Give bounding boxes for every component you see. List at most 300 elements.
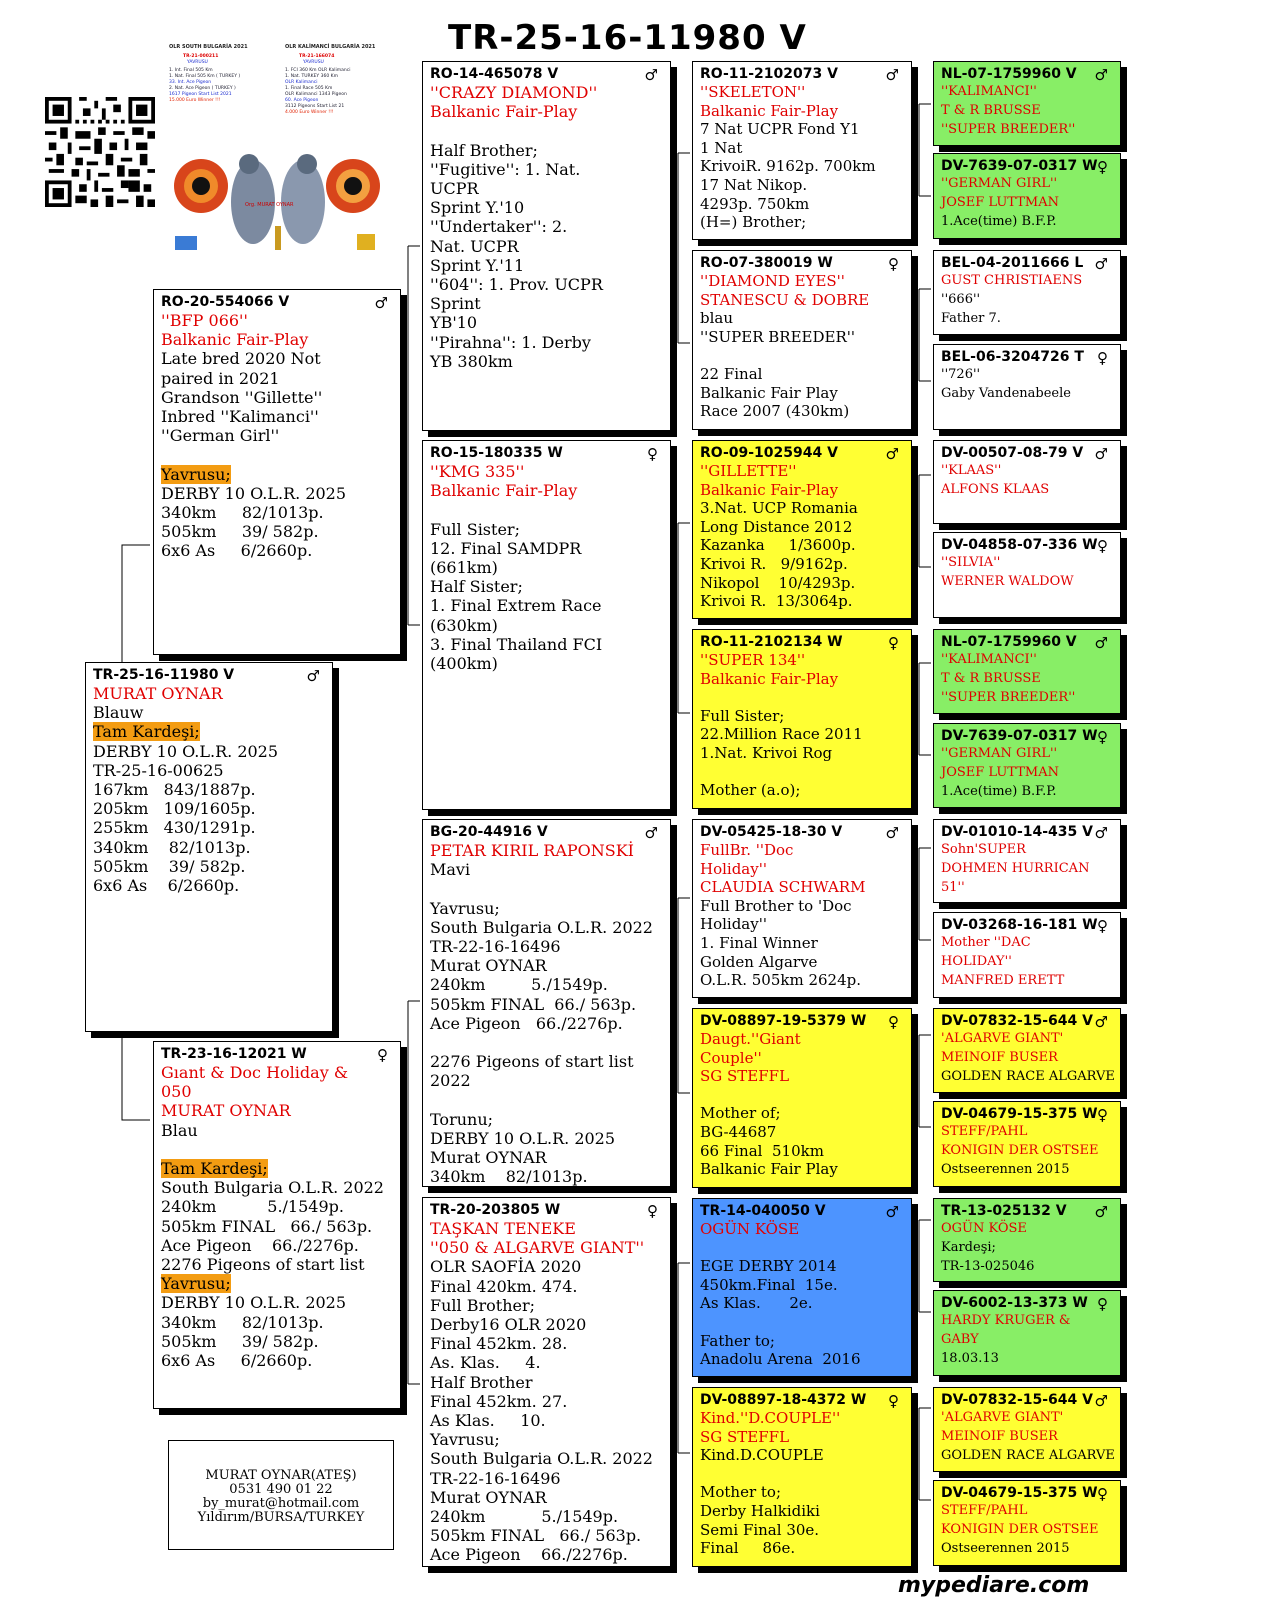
card-line: ''SKELETON'' — [700, 83, 806, 101]
card-line: Gıant & Doc Holiday & — [161, 1063, 349, 1082]
card-line: CLAUDIA SCHWARM — [700, 878, 866, 897]
ring-number: TR-25-16-11980 V — [93, 667, 235, 683]
male-symbol-icon: ♂ — [885, 66, 899, 84]
g4-card-10 — [933, 912, 1121, 998]
promo-left-line: 2. Nat. Ace Pigeon ( TURKEY ) — [169, 86, 236, 91]
card-line: Final 452km. 27. — [430, 1391, 568, 1411]
card-line: Nat. UCPR — [430, 236, 519, 256]
card-line: TR-22-16-16496 — [430, 1468, 561, 1488]
contact-name: MURAT OYNAR(ATEŞ) — [205, 1468, 357, 1483]
g4-card-3 — [933, 250, 1121, 335]
card-line: ''GERMAN GIRL'' — [941, 176, 1058, 191]
card-line: Murat OYNAR — [430, 956, 547, 976]
card-line — [93, 722, 325, 741]
male-symbol-icon: ♂ — [374, 294, 388, 312]
promo-right-line: OLR Kalimanci 1343 Pigeon — [285, 92, 347, 97]
card-line: Sprint Y.'10 — [430, 198, 525, 218]
card-line — [430, 1091, 663, 1110]
promo-right-line: 1. Nat. TURKEY 360 Km — [285, 74, 338, 79]
card-line: ''SUPER BREEDER'' — [700, 327, 856, 346]
card-line: Ostseerennen 2015 — [941, 1540, 1070, 1556]
card-line: ''Undertaker'': 2. — [430, 217, 568, 237]
card-line: Full Sister; — [700, 706, 785, 725]
card-line: 1.Nat. Krivoi Rog — [700, 743, 833, 762]
card-line: Long Distance 2012 — [700, 517, 853, 536]
card-line — [700, 763, 904, 782]
card-line — [161, 1274, 393, 1293]
card-line — [161, 445, 393, 464]
card-line: ''DIAMOND EYES'' — [700, 272, 845, 290]
ring-number: DV-04679-15-375 W — [941, 1485, 1098, 1501]
promo-right-line: 1. FCI 360 Km OLR Kalimanci — [285, 68, 351, 73]
card-line — [700, 1465, 904, 1484]
contact-email: by_murat@hotmail.com — [202, 1496, 360, 1511]
card-line: 505km 39/ 582p. — [161, 1331, 319, 1351]
g4-card-2 — [933, 153, 1121, 239]
card-line: T & R BRUSSE — [941, 102, 1041, 118]
card-line: ''604'': 1. Prov. UCPR — [430, 275, 603, 295]
card-line: STEFF/PAHL — [941, 1503, 1028, 1518]
card-line: Holiday'' — [700, 859, 767, 878]
card-line: MURAT OYNAR — [93, 684, 223, 703]
card-line: Full Brother to 'Doc — [700, 896, 852, 915]
g4-card-5 — [933, 440, 1121, 524]
card-line: MEINOIF BUSER — [941, 1428, 1058, 1444]
promo-right-header: OLR KALİMANCİ BULGARİA 2021 — [285, 44, 376, 50]
card-line: WERNER WALDOW — [941, 573, 1074, 589]
card-line: South Bulgaria O.L.R. 2022 — [430, 917, 653, 937]
card-line: Final 420km. 474. — [430, 1276, 578, 1296]
sdd-card — [692, 629, 912, 809]
card-line: 66 Final 510km — [700, 1141, 824, 1160]
card-line: ''726'' — [941, 367, 981, 382]
ring-number: DV-07832-15-644 V — [941, 1392, 1093, 1408]
card-line: STEFF/PAHL — [941, 1124, 1028, 1139]
card-line: Murat OYNAR — [430, 1148, 547, 1168]
card-line — [700, 1239, 904, 1258]
card-line: 1.Ace(time) B.F.P. — [941, 783, 1057, 799]
card-line: OGÜN KÖSE — [700, 1220, 800, 1238]
card-line: 2276 Pigeons of start list — [430, 1052, 634, 1072]
card-line: Kind.D.COUPLE — [700, 1446, 824, 1465]
promo-left-tag: YAVRUSU — [187, 60, 208, 65]
card-line: GUST CHRISTIAENS — [941, 273, 1083, 288]
ring-number: BEL-06-3204726 T — [941, 349, 1084, 365]
g4-card-8 — [933, 723, 1121, 808]
card-line: Golden Algarve — [700, 952, 818, 971]
card-line: Blau — [161, 1120, 198, 1140]
female-symbol-icon: ♀ — [888, 1013, 899, 1031]
male-symbol-icon: ♂ — [1094, 634, 1108, 652]
card-line: Daugt.''Giant — [700, 1030, 801, 1048]
male-symbol-icon: ♂ — [306, 667, 320, 685]
g4-card-15 — [933, 1387, 1121, 1472]
promo-right-line: 3112 Pigeons Start List 21 — [285, 104, 345, 109]
male-symbol-icon: ♂ — [1094, 1392, 1108, 1410]
ring-number: TR-23-16-12021 W — [161, 1046, 307, 1062]
male-symbol-icon: ♂ — [644, 66, 658, 84]
card-line: FullBr. ''Doc — [700, 841, 794, 859]
card-line: ''Fugitive'': 1. Nat. — [430, 159, 581, 179]
card-line: PETAR KIRIL RAPONSKİ — [430, 841, 634, 860]
ring-number: DV-7639-07-0317 W — [941, 158, 1098, 174]
card-line: 2022 — [430, 1071, 471, 1091]
card-line: (H=) Brother; — [700, 213, 807, 232]
card-line: Yavrusu; — [430, 898, 500, 918]
card-line: GOLDEN RACE ALGARVE — [941, 1447, 1115, 1463]
card-line: SG STEFFL — [700, 1427, 790, 1446]
card-line: TR-22-16-16496 — [430, 937, 561, 957]
male-symbol-icon: ♂ — [1094, 66, 1108, 84]
g4-card-9 — [933, 819, 1121, 903]
card-line: KrivoiR. 9162p. 700km — [700, 157, 876, 176]
card-line: O.L.R. 505km 2624p. — [700, 971, 862, 990]
card-line — [700, 1086, 904, 1105]
dsd-card — [692, 1008, 912, 1188]
card-line: BG-44687 — [700, 1122, 777, 1141]
card-line: 51'' — [941, 879, 965, 895]
male-symbol-icon: ♂ — [644, 824, 658, 842]
card-line: 505km FINAL 66./ 563p. — [161, 1216, 373, 1236]
card-line: ''BFP 066'' — [161, 311, 248, 330]
card-line: MURAT OYNAR — [161, 1101, 291, 1121]
female-symbol-icon: ♀ — [1097, 728, 1108, 746]
promo-right-tag: YAVRUSU — [303, 60, 324, 65]
card-line: 505km FINAL 66./ 563p. — [430, 1526, 642, 1546]
contact-phone: 0531 490 01 22 — [229, 1482, 333, 1497]
promo-signature: Org. MURAT OYNAR — [245, 202, 294, 208]
card-line: Anadolu Arena 2016 — [700, 1350, 861, 1369]
card-line: Torunu; — [430, 1109, 494, 1129]
card-line: Blauw — [93, 703, 144, 723]
card-line: Full Sister; — [430, 519, 520, 539]
card-line: YB'10 — [430, 313, 478, 333]
card-line: 505km 39/ 582p. — [161, 522, 319, 542]
ring-number: RO-09-1025944 V — [700, 445, 838, 461]
subject-pigeon-card — [85, 662, 333, 1032]
female-symbol-icon: ♀ — [647, 1202, 658, 1220]
card-line: Balkanic Fair Play — [700, 1160, 838, 1179]
card-line: 450km.Final 15e. — [700, 1275, 838, 1294]
card-line: Balkanic Fair-Play — [430, 481, 578, 501]
card-line: Balkanic Fair-Play — [161, 330, 309, 350]
sss-card — [692, 61, 912, 240]
card-line: ''050 & ALGARVE GIANT'' — [430, 1238, 645, 1258]
female-symbol-icon: ♀ — [377, 1046, 388, 1064]
male-symbol-icon: ♂ — [1094, 255, 1108, 273]
card-line: OGÜN KÖSE — [941, 1221, 1027, 1236]
contact-info — [168, 1440, 394, 1550]
card-line: 17 Nat Nikop. — [700, 175, 808, 194]
card-line: As Klas. 10. — [430, 1411, 546, 1431]
card-line: (630km) — [430, 615, 498, 635]
card-line: 'ALGARVE GIANT' — [941, 1410, 1064, 1425]
highlight-label: Tam Kardeşi; — [161, 1159, 268, 1179]
female-symbol-icon: ♀ — [1097, 917, 1108, 935]
dss-card — [692, 819, 912, 998]
card-line: Balkanic Fair-Play — [700, 480, 839, 499]
card-line: 3.Nat. UCP Romania — [700, 499, 858, 518]
card-line: JOSEF LUTTMAN — [941, 194, 1059, 210]
dds-card — [692, 1198, 912, 1377]
card-line: GABY — [941, 1331, 979, 1347]
card-line: Final 452km. 28. — [430, 1334, 568, 1354]
female-symbol-icon: ♀ — [647, 445, 658, 463]
card-line: DOHMEN HURRICAN — [941, 860, 1090, 876]
card-line: Full Brother; — [430, 1295, 536, 1315]
g4-card-16 — [933, 1480, 1121, 1566]
card-line: UCPR — [430, 179, 479, 199]
card-line: Kardeşi; — [941, 1239, 996, 1255]
dam-dam-card — [422, 1197, 671, 1567]
card-line: 1.Ace(time) B.F.P. — [941, 213, 1057, 229]
sds-card — [692, 440, 912, 619]
female-symbol-icon: ♀ — [1097, 1485, 1108, 1503]
highlight-label: Yavrusu; — [161, 464, 231, 484]
card-line: blau — [700, 309, 734, 328]
card-line: 240km 5./1549p. — [161, 1197, 344, 1217]
card-line: Half Brother — [430, 1372, 533, 1392]
card-line: As Klas. 2e. — [700, 1294, 813, 1313]
card-line: 1. Final Winner — [700, 933, 818, 952]
g4-card-13 — [933, 1198, 1121, 1282]
card-line: SG STEFFL — [700, 1067, 790, 1086]
ring-number: NL-07-1759960 V — [941, 634, 1077, 650]
card-line: (661km) — [430, 558, 498, 578]
card-line: Murat OYNAR — [430, 1487, 547, 1507]
card-line: DERBY 10 O.L.R. 2025 — [161, 483, 347, 503]
card-line: As. Klas. 4. — [430, 1353, 541, 1373]
male-symbol-icon: ♂ — [1094, 1013, 1108, 1031]
ring-number: DV-08897-18-4372 W — [700, 1392, 867, 1408]
card-line: Ace Pigeon 66./2276p. — [430, 1013, 623, 1033]
card-line: 7 Nat UCPR Fond Y1 — [700, 120, 860, 139]
card-line: South Bulgaria O.L.R. 2022 — [430, 1449, 653, 1469]
card-line: STANESCU & DOBRE — [700, 290, 870, 309]
promo-right-line: 1. Final Race 505 Km — [285, 86, 333, 91]
female-symbol-icon: ♀ — [1097, 1106, 1108, 1124]
card-line: ''KLAAS'' — [941, 463, 1002, 478]
card-line: 2276 Pigeons of start list — [161, 1255, 365, 1275]
ring-number: NL-07-1759960 V — [941, 66, 1077, 82]
ring-number: BG-20-44916 V — [430, 824, 548, 840]
female-symbol-icon: ♀ — [1097, 1295, 1108, 1313]
card-line: ''CRAZY DIAMOND'' — [430, 83, 598, 102]
card-line: ''SUPER BREEDER'' — [941, 121, 1076, 137]
highlight-label: Tam Kardeşi; — [93, 722, 200, 742]
card-line: KONIGIN DER OSTSEE — [941, 1521, 1099, 1537]
card-line: Ostseerennen 2015 — [941, 1161, 1070, 1177]
g4-card-11 — [933, 1008, 1121, 1093]
card-line: 3. Final Thailand FCI — [430, 634, 603, 654]
card-line: Half Brother; — [430, 140, 538, 160]
card-line: Late bred 2020 Not — [161, 349, 321, 369]
card-line: Sprint — [430, 294, 481, 314]
ring-number: DV-01010-14-435 V — [941, 824, 1093, 840]
male-symbol-icon: ♂ — [885, 445, 899, 463]
card-line: 240km 5./1549p. — [430, 1507, 619, 1527]
card-line: 6x6 As 6/2660p. — [161, 541, 313, 561]
ring-number: TR-14-040050 V — [700, 1203, 826, 1219]
male-symbol-icon: ♂ — [1094, 824, 1108, 842]
card-line: T & R BRUSSE — [941, 670, 1041, 686]
card-line: KONIGIN DER OSTSEE — [941, 1142, 1099, 1158]
card-line: South Bulgaria O.L.R. 2022 — [161, 1178, 384, 1198]
female-symbol-icon: ♀ — [1097, 349, 1108, 367]
male-symbol-icon: ♂ — [885, 824, 899, 842]
card-line: ''German Girl'' — [161, 426, 280, 446]
card-line: 6x6 As 6/2660p. — [161, 1351, 313, 1371]
card-line: Couple'' — [700, 1048, 762, 1067]
card-line: 340km 82/1013p. — [161, 1312, 324, 1332]
card-line: 22.Million Race 2011 — [700, 725, 863, 744]
card-line: ''KMG 335'' — [430, 462, 525, 481]
male-symbol-icon: ♂ — [1094, 445, 1108, 463]
ring-number: DV-07832-15-644 V — [941, 1013, 1093, 1029]
card-line: 505km 39/ 582p. — [93, 856, 246, 876]
ring-number: RO-14-465078 V — [430, 66, 559, 82]
card-line: Inbred ''Kalimanci'' — [161, 407, 319, 427]
card-line: YB 380km — [430, 351, 513, 371]
card-line: Mother to; — [700, 1483, 782, 1502]
g4-card-1 — [933, 61, 1121, 146]
footer-site: mypediare.com — [898, 1573, 1090, 1598]
promo-left-line: 1. Nat. Final 505 Km ( TURKEY ) — [169, 74, 241, 79]
card-line: 22 Final — [700, 364, 763, 383]
card-line: Father 7. — [941, 310, 1001, 326]
dam-sire-card — [422, 819, 671, 1187]
card-line: Semi Final 30e. — [700, 1520, 820, 1539]
sire-card — [153, 289, 401, 655]
card-line: DERBY 10 O.L.R. 2025 — [161, 1293, 347, 1313]
card-line — [700, 346, 904, 365]
contact-address: Yıldırım/BURSA/TURKEY — [197, 1510, 365, 1525]
card-line: Balkanic Fair-Play — [700, 101, 839, 120]
ring-number: DV-05425-18-30 V — [700, 824, 843, 840]
card-line: ''KALIMANCI'' — [941, 84, 1037, 99]
ring-number: TR-13-025132 V — [941, 1203, 1067, 1219]
card-line: 1 Nat — [700, 138, 743, 157]
promo-left-line: 1. Int. Final 505 Km — [169, 68, 213, 73]
female-symbol-icon: ♀ — [888, 255, 899, 273]
card-line: MEINOIF BUSER — [941, 1049, 1058, 1065]
promo-right-prize: 4.000 Euro Winner !!! — [285, 110, 334, 115]
card-line: Balkanic Fair Play — [700, 383, 838, 402]
male-symbol-icon: ♂ — [885, 1203, 899, 1221]
g4-card-12 — [933, 1101, 1121, 1187]
card-line: Sprint Y.'11 — [430, 255, 525, 275]
ring-number: DV-04858-07-336 W — [941, 537, 1098, 553]
ring-number: DV-6002-13-373 W — [941, 1295, 1088, 1311]
card-line: 050 — [161, 1082, 192, 1102]
card-line: 18.03.13 — [941, 1350, 999, 1366]
card-line: Kazanka 1/3600p. — [700, 536, 856, 555]
card-line: Yavrusu; — [430, 1430, 500, 1450]
card-line: ''SUPER BREEDER'' — [941, 689, 1076, 705]
card-line: Mother ''DAC — [941, 935, 1031, 950]
card-line: Mavi — [430, 860, 471, 880]
ring-number: DV-00507-08-79 V — [941, 445, 1084, 461]
ring-number: BEL-04-2011666 L — [941, 255, 1084, 271]
card-line: ''Pirahna'': 1. Derby — [430, 332, 591, 352]
card-line: Kind.''D.COUPLE'' — [700, 1409, 841, 1427]
card-line — [161, 1159, 393, 1178]
card-line: Ace Pigeon 66./2276p. — [430, 1545, 628, 1565]
card-line: OLR SAOFİA 2020 — [430, 1257, 582, 1277]
card-line: Gaby Vandenabeele — [941, 385, 1071, 401]
card-line: TR-25-16-00625 — [93, 760, 224, 780]
card-line: 340km 82/1013p. — [161, 503, 324, 523]
card-line: DERBY 10 O.L.R. 2025 — [430, 1129, 616, 1149]
card-line: ''SILVIA'' — [941, 555, 1001, 570]
card-line: 505km FINAL 66./ 563p. — [430, 994, 637, 1014]
card-line: 1. Final Extrem Race — [430, 596, 602, 616]
promo-left-header: OLR SOUTH BULGARİA 2021 — [169, 44, 248, 50]
card-line: ''GERMAN GIRL'' — [941, 746, 1058, 761]
card-line: Derby16 OLR 2020 — [430, 1315, 587, 1335]
card-line: Derby Halkidiki — [700, 1501, 820, 1520]
card-line — [430, 500, 663, 519]
card-line: Nikopol 10/4293p. — [700, 573, 856, 592]
promo-right-ring: TR-21-166074 — [299, 54, 335, 59]
g4-card-4 — [933, 344, 1121, 430]
card-line: ALFONS KLAAS — [941, 481, 1050, 497]
card-line: TR-13-025046 — [941, 1258, 1035, 1274]
promo-right-line: OLR Kalimanci — [285, 80, 318, 85]
promo-left-ring: TR-21-000211 — [183, 54, 219, 59]
card-line: TAŞKAN TENEKE — [430, 1219, 576, 1238]
card-line: Krivoi R. 9/9162p. — [700, 554, 848, 573]
card-line: JOSEF LUTTMAN — [941, 764, 1059, 780]
g4-card-14 — [933, 1290, 1121, 1376]
card-line: Holiday'' — [700, 915, 767, 934]
card-line: 167km 843/1887p. — [93, 780, 256, 800]
female-symbol-icon: ♀ — [1097, 158, 1108, 176]
ring-number: RO-11-2102134 W — [700, 634, 843, 650]
card-line — [700, 688, 904, 707]
page-title: TR-25-16-11980 V — [448, 18, 807, 58]
card-line: paired in 2021 — [161, 368, 280, 388]
card-line — [161, 465, 393, 484]
card-line: Balkanic Fair-Play — [700, 669, 839, 688]
card-line: 340km 82/1013p. — [93, 837, 251, 857]
card-line: 6x6 As 6/2660p. — [93, 876, 240, 896]
card-line: Father to; — [700, 1331, 775, 1350]
ring-number: RO-07-380019 W — [700, 255, 833, 271]
card-line: EGE DERBY 2014 — [700, 1257, 837, 1276]
card-line: Krivoi R. 13/3064p. — [700, 592, 853, 611]
card-line: MANFRED ERETT — [941, 972, 1065, 988]
ring-number: RO-20-554066 V — [161, 294, 290, 310]
female-symbol-icon: ♀ — [1097, 537, 1108, 555]
card-line: Final 86e. — [700, 1539, 796, 1558]
female-symbol-icon: ♀ — [888, 634, 899, 652]
g4-card-7 — [933, 629, 1121, 714]
promo-left-line: 1617 Pigeon Start List 2021 — [169, 92, 232, 97]
card-line: Mother (a.o); — [700, 781, 801, 800]
card-line: Ace Pigeon 66./2276p. — [161, 1235, 359, 1255]
card-line: 340km 82/1013p. — [430, 1167, 588, 1187]
card-line: Race 2007 (430km) — [700, 402, 850, 421]
card-line: HOLIDAY'' — [941, 953, 1012, 969]
card-line: HARDY KRUGER & — [941, 1313, 1071, 1328]
card-line: 12. Final SAMDPR — [430, 538, 582, 558]
card-line: ''SUPER 134'' — [700, 651, 806, 669]
sire-sire-card — [422, 61, 671, 431]
card-line: 4293p. 750km — [700, 194, 810, 213]
card-line: 'ALGARVE GIANT' — [941, 1031, 1064, 1046]
highlight-label: Yavrusu; — [161, 1274, 231, 1294]
